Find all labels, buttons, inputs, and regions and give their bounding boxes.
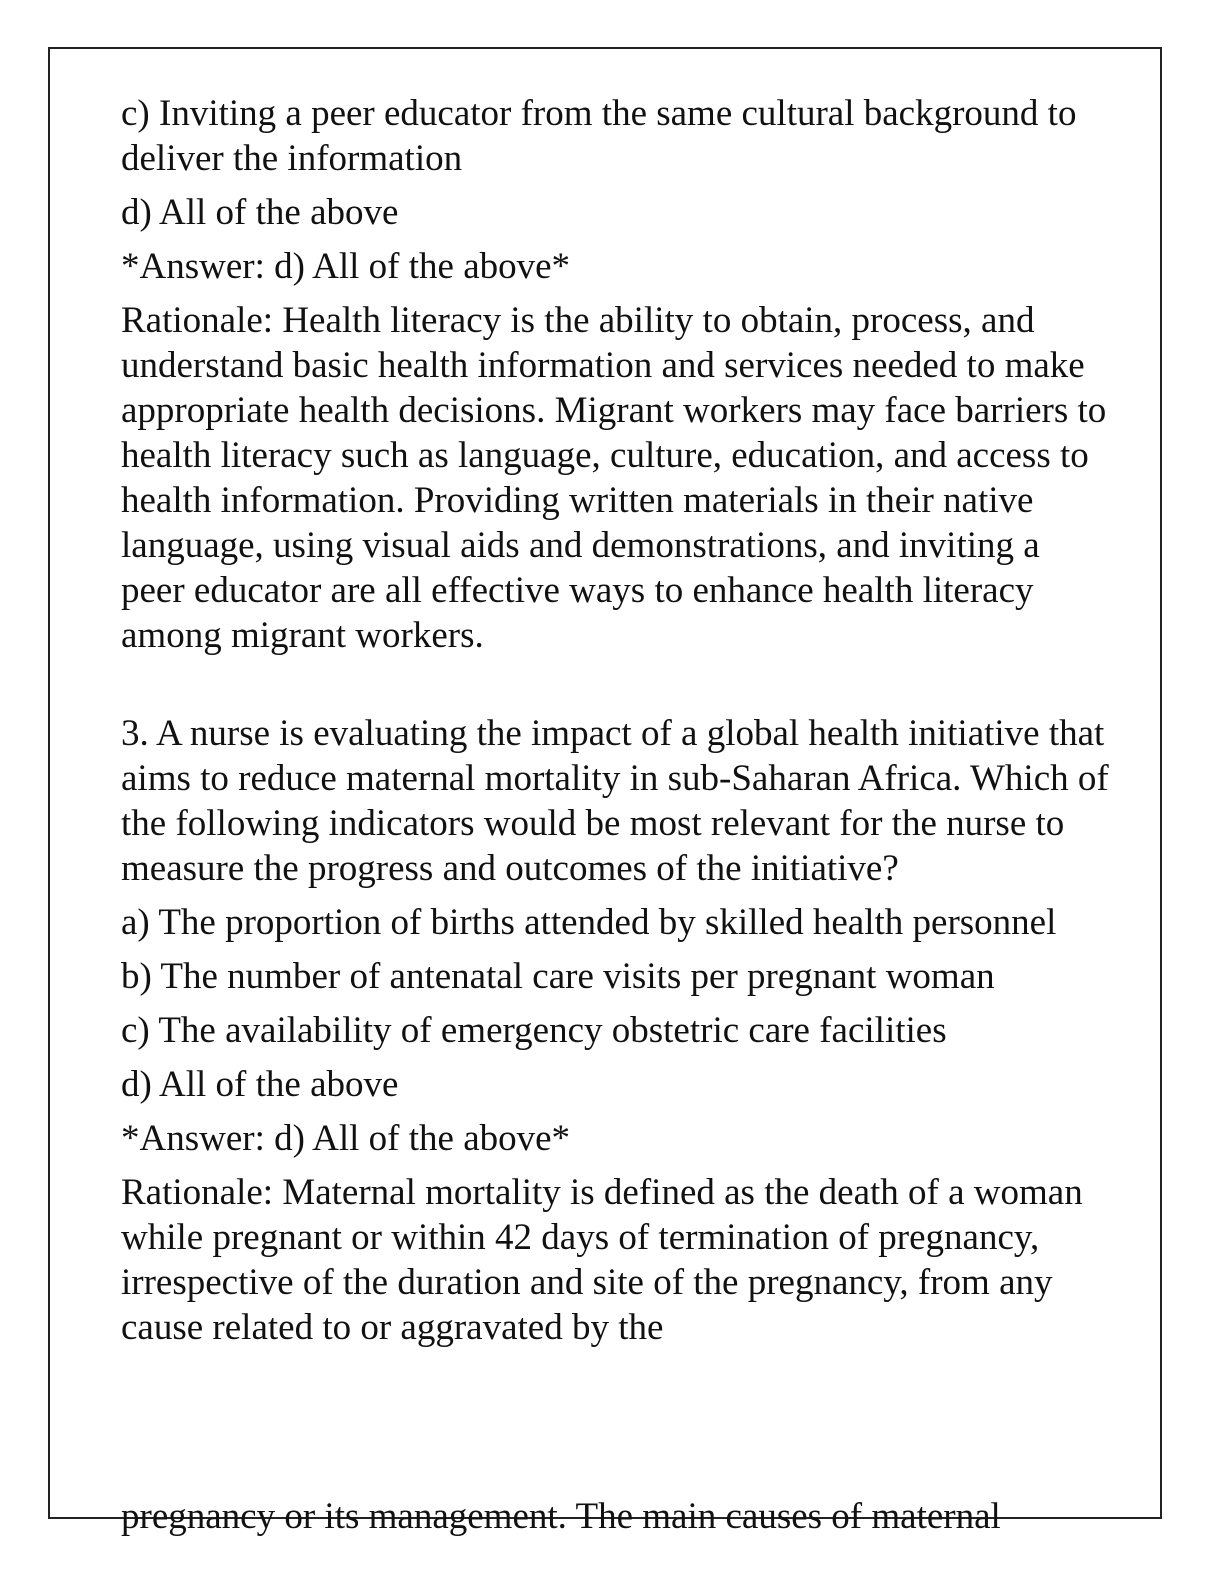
q3-answer: *Answer: d) All of the above* — [121, 1118, 571, 1159]
q2-option-d: d) All of the above — [121, 192, 399, 233]
q3-option-d: d) All of the above — [121, 1064, 399, 1105]
q3-rationale: Rationale: Maternal mortality is defined as the death of a woman while pregnant or within 42 days of termination of pregnancy, irrespective of the duration and site of the pregnancy, from any cause related to or aggravated by the — [121, 1172, 1083, 1348]
q3-option-b: b) The number of antenatal care visits per pregnant woman — [121, 956, 995, 997]
q2-option-c: c) Inviting a peer educator from the same cultural background to deliver the information — [121, 93, 1077, 179]
q2-answer: *Answer: d) All of the above* — [121, 246, 571, 287]
document-body — [121, 91, 1111, 1359]
q3-option-c: c) The availability of emergency obstetric care facilities — [121, 1010, 947, 1051]
q3-option-a: a) The proportion of births attended by skilled health personnel — [121, 902, 1057, 943]
q3-stem: 3. A nurse is evaluating the impact of a global health initiative that aims to reduce maternal mortality in sub-Saharan Africa. Which of the following indicators would be most relevant for the nurse to measure the progress and outcomes of the initiative? — [121, 713, 1109, 889]
section-gap — [121, 667, 1111, 711]
q3-rationale-cut-line: pregnancy or its management. The main causes of maternal — [121, 1496, 1001, 1537]
q2-rationale: Rationale: Health literacy is the ability to obtain, process, and understand basic health information and services needed to make appropriate health decisions. Migrant workers may face barriers to health literacy such as language, culture, education, and access to health information. Providing written materials in their native language, using visual aids and demonstrations, and inviting a peer educator are all effective ways to enhance health literacy among migrant workers. — [121, 300, 1107, 656]
